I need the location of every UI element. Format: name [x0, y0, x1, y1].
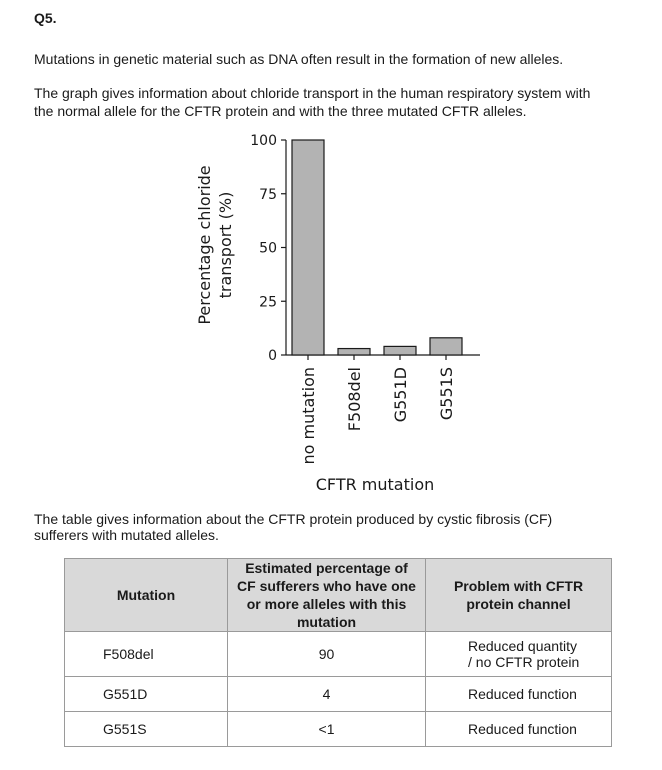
x-tick-label: G551D: [391, 367, 410, 423]
cftr-mutation-table: [64, 558, 612, 747]
bar-g551s: [430, 338, 462, 355]
intro-text: Mutations in genetic material such as DNA often result in the formation of new alleles.: [34, 51, 564, 67]
y-tick-label: 25: [259, 294, 277, 311]
cell-mutation: F508del: [65, 632, 228, 677]
y-axis-label-line1: Percentage chloride: [195, 165, 214, 325]
y-tick-label: 75: [259, 186, 277, 203]
header-problem: Problem with CFTR protein channel: [426, 559, 612, 632]
cell-mutation: G551D: [65, 677, 228, 712]
table-description-line2: sufferers with mutated alleles.: [34, 527, 219, 543]
cell-percentage: 90: [228, 632, 426, 677]
cell-percentage: <1: [228, 712, 426, 747]
cell-problem: Reduced function: [426, 712, 612, 747]
bar-f508del: [338, 349, 370, 355]
y-axis-label-line2: transport (%): [216, 191, 235, 299]
y-tick-label: 50: [259, 240, 277, 257]
table-description-line1: The table gives information about the CFTR protein produced by cystic fibrosis (CF): [34, 511, 553, 527]
bar-no-mutation: [292, 140, 324, 355]
x-tick-label: no mutation: [299, 367, 318, 465]
table-row: [65, 677, 612, 712]
table-row: [65, 712, 612, 747]
x-tick-label: G551S: [437, 367, 456, 421]
cell-problem: Reduced function: [426, 677, 612, 712]
graph-description-line2: the normal allele for the CFTR protein and with the three mutated CFTR alleles.: [34, 103, 527, 119]
x-tick-label: F508del: [345, 367, 364, 432]
table-row: [65, 632, 612, 677]
table-header-row: [65, 559, 612, 632]
question-label: Q5.: [34, 10, 57, 26]
y-tick-label: 100: [250, 133, 277, 149]
cell-mutation: G551S: [65, 712, 228, 747]
bar-g551d: [384, 346, 416, 355]
cell-percentage: 4: [228, 677, 426, 712]
header-mutation: Mutation: [65, 559, 228, 632]
graph-description-line1: The graph gives information about chloride transport in the human respiratory system with: [34, 85, 591, 101]
y-tick-label: 0: [268, 348, 277, 364]
cell-problem-line1: Reduced quantity: [468, 638, 577, 654]
x-axis-label: CFTR mutation: [315, 475, 435, 494]
header-percentage: Estimated percentage of CF sufferers who have one or more alleles with this mutation: [228, 559, 426, 632]
cell-problem: [426, 632, 612, 677]
cell-problem-line2: / no CFTR protein: [468, 654, 580, 670]
